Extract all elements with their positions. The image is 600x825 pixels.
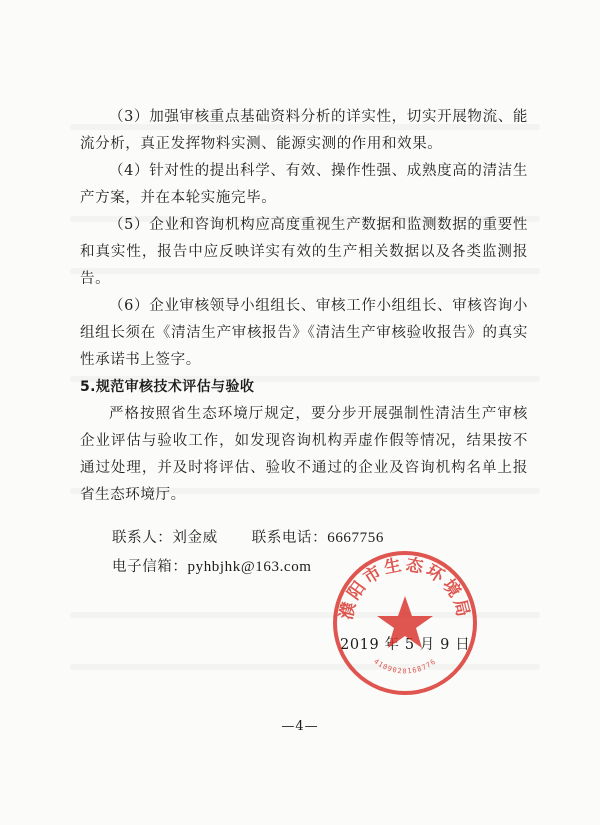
official-seal-icon [330, 548, 480, 698]
page-number: —4— [281, 719, 319, 734]
contact-person-label: 联系人： [112, 530, 173, 546]
contact-phone-label: 联系电话： [251, 530, 328, 546]
svg-text:4109020168776 [372, 657, 438, 675]
paragraph-3: （3）加强审核重点基础资料分析的详实性，切实开展物流、能流分析，真正发挥物料实测、能源实测的作用和效果。 [80, 109, 528, 152]
paragraph-6: （6）企业审核领导小组组长、审核工作小组组长、审核咨询小组组长须在《清洁生产审核报告》《清洁生产审核验收报告》的真实性承诺书上签字。 [80, 298, 528, 368]
email-address: pyhbjhk@163.com [187, 559, 312, 575]
paragraph-4: （4）针对性的提出科学、有效、操作性强、成熟度高的清洁生产方案，并在本轮实施完毕。 [80, 163, 528, 206]
seal-star-icon [377, 596, 433, 648]
document-date: 2019 年 5 月 9 日 [340, 637, 471, 653]
section-5-body: 严格按照省生态环境厅规定，要分步开展强制性清洁生产审核企业评估与验收工作，如发现咨询机构弄虚作假等情况，结果按不通过处理，并及时将评估、验收不通过的企业及咨询机构名单上报省生态环境厅。 [80, 406, 528, 503]
section-5-heading: 5.规范审核技术评估与验收 [80, 379, 255, 395]
body-text [80, 104, 528, 509]
email-label: 电子信箱： [112, 559, 188, 575]
seal-code: 4109020168776 [372, 657, 438, 676]
paragraph-5: （5）企业和咨询机构应高度重视生产数据和监测数据的重要性和真实性，报告中应反映详实有效的生产相关数据以及各类监测报告。 [80, 217, 528, 287]
seal-text: 濮阳市生态环境局 [336, 554, 474, 622]
contact-person: 刘金威 [172, 530, 218, 546]
contact-phone: 6667756 [327, 530, 384, 546]
